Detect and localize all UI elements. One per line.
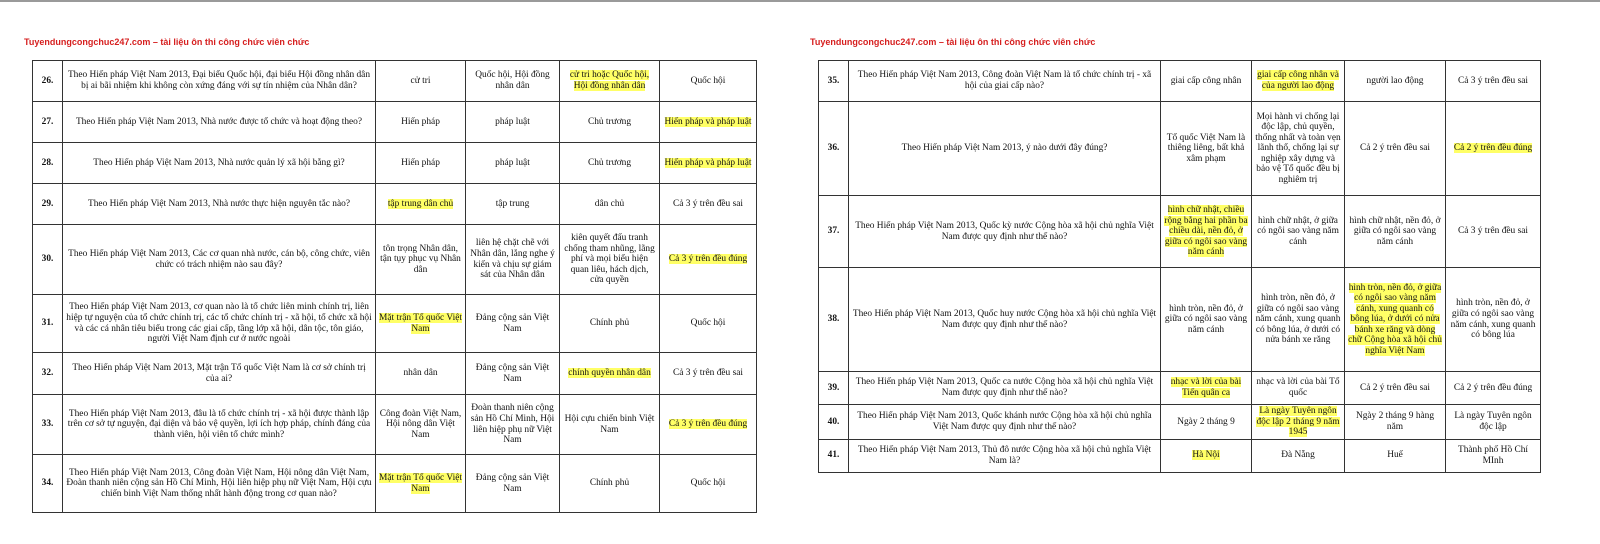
question-text-cell xyxy=(63,61,376,102)
question-text: Theo Hiến pháp Việt Nam 2013, Quốc khánh nước Cộng hòa xã hội chủ nghĩa Việt Nam được quy định như thế nào? xyxy=(857,411,1152,432)
option-d-cell xyxy=(660,61,757,102)
option-d-cell xyxy=(1446,102,1541,196)
question-text-cell xyxy=(849,268,1161,372)
question-number: 26. xyxy=(41,75,54,86)
question-number: 38. xyxy=(827,314,840,325)
option-c: Cả 2 ý trên đều sai xyxy=(1359,382,1431,393)
option-a: Tổ quốc Việt Nam là thiêng liêng, bất khả xâm phạm xyxy=(1166,132,1246,164)
option-c: người lao động xyxy=(1366,75,1424,86)
option-a: Hiến pháp xyxy=(401,116,440,127)
option-b-cell xyxy=(1252,196,1345,268)
question-text: Theo Hiến pháp Việt Nam 2013, Thủ đô nước Cộng hòa xã hội chủ nghĩa Việt Nam là? xyxy=(857,445,1152,466)
option-b-cell xyxy=(466,225,560,295)
question-row xyxy=(33,295,757,353)
option-d: Quốc hội xyxy=(690,478,726,489)
question-number: 29. xyxy=(41,198,54,209)
option-b: hình tròn, nền đỏ, ở giữa có ngôi sao vàng năm cánh, xung quanh có bông lúa, ở dưới có nửa bánh xe răng xyxy=(1255,293,1341,346)
question-row xyxy=(819,405,1541,440)
option-b-cell xyxy=(1252,268,1345,372)
option-c-cell xyxy=(560,395,660,455)
option-a: hình tròn, nền đỏ, ở giữa có ngôi sao vàng năm cánh xyxy=(1164,303,1248,335)
question-text: Theo Hiến pháp Việt Nam 2013, Đại biểu Quốc hội, đại biểu Hội đồng nhân dân bị ai bãi nhiệm khi không còn xứng đáng với sự tín nhiệm của Nhân dân? xyxy=(67,70,371,91)
option-d-cell xyxy=(1446,405,1541,440)
option-a: Mặt trận Tổ quốc Việt Nam xyxy=(379,472,462,494)
option-c-cell xyxy=(1345,439,1446,472)
option-a-cell xyxy=(1161,439,1252,472)
option-d: Cả 3 ý trên đều sai xyxy=(672,368,744,379)
option-b-cell xyxy=(1252,61,1345,102)
question-text: Theo Hiến pháp Việt Nam 2013, Quốc kỳ nước Cộng hòa xã hội chủ nghĩa Việt Nam được quy định như thế nào? xyxy=(855,220,1154,242)
question-text-cell xyxy=(63,102,376,143)
option-c: kiên quyết đấu tranh chống tham nhũng, lãng phí và mọi biểu hiện quan liêu, hách dịch, cửa quyền xyxy=(564,233,655,286)
question-number-cell xyxy=(819,268,849,372)
question-text: Theo Hiến pháp Việt Nam 2013, Nhà nước được tổ chức và hoạt động theo? xyxy=(75,116,363,127)
option-c: hình tròn, nền đỏ, ở giữa có ngôi sao vàng năm cánh, xung quanh có bông lúa, ở dưới có nửa bánh xe răng và dòng chữ Cộng hòa xã hội chủ nghĩa Việt Nam xyxy=(1348,282,1442,356)
option-d: Cả 3 ý trên đều sai xyxy=(1457,226,1529,237)
question-number-cell xyxy=(819,405,849,440)
option-d: Quốc hội xyxy=(690,318,726,329)
option-a-cell xyxy=(376,61,466,102)
question-number: 35. xyxy=(827,75,840,86)
option-d: Cả 3 ý trên đều đúng xyxy=(668,419,748,430)
option-c-cell xyxy=(1345,61,1446,102)
option-a: tập trung dân chủ xyxy=(387,198,454,209)
question-number-cell xyxy=(33,295,63,353)
question-number: 37. xyxy=(827,226,840,237)
option-b: hình chữ nhật, ở giữa có ngôi sao vàng năm cánh xyxy=(1257,215,1339,247)
option-d: Hiến pháp và pháp luật xyxy=(664,157,752,168)
question-text: Theo Hiến pháp Việt Nam 2013, Mặt trận Tổ quốc Việt Nam là cơ sở chính trị của ai? xyxy=(72,362,366,384)
option-c-cell xyxy=(1345,372,1446,405)
site-header: Tuyendungcongchuc247.com – tài liệu ôn thi công chức viên chức xyxy=(810,37,1096,47)
option-b-cell xyxy=(466,455,560,513)
option-c: dân chủ xyxy=(594,198,625,209)
option-b: Là ngày Tuyên ngôn độc lập 2 tháng 9 năm 1945 xyxy=(1256,406,1340,438)
option-a: hình chữ nhật, chiều rộng bằng hai phần ba chiều dài, nền đỏ, ở giữa có ngôi sao vàng năm cánh xyxy=(1164,205,1248,258)
option-b-cell xyxy=(466,395,560,455)
question-number-cell xyxy=(33,455,63,513)
option-c: Hội cựu chiến binh Việt Nam xyxy=(564,413,655,435)
option-d-cell xyxy=(660,295,757,353)
option-d-cell xyxy=(660,455,757,513)
question-text: Theo Hiến pháp Việt Nam 2013, Nhà nước quản lý xã hội bằng gì? xyxy=(93,157,345,168)
question-number-cell xyxy=(33,143,63,184)
question-text-cell xyxy=(63,225,376,295)
question-table-left xyxy=(32,60,757,513)
question-text-cell xyxy=(849,439,1161,472)
question-number: 40. xyxy=(827,416,840,427)
question-row xyxy=(33,61,757,102)
option-a: Hiến pháp xyxy=(401,157,440,168)
option-c: Cả 2 ý trên đều sai xyxy=(1359,143,1431,154)
option-b-cell xyxy=(466,184,560,225)
option-d: Cả 2 ý trên đều đúng xyxy=(1453,382,1533,393)
question-number: 41. xyxy=(827,450,840,461)
option-d-cell xyxy=(660,353,757,395)
option-b-cell xyxy=(1252,372,1345,405)
question-row xyxy=(33,353,757,395)
option-a-cell xyxy=(1161,405,1252,440)
question-number: 39. xyxy=(827,382,840,393)
question-text: Theo Hiến pháp Việt Nam 2013, Các cơ quan nhà nước, cán bộ, công chức, viên chức có trách nhiệm nào sau đây? xyxy=(68,248,370,270)
option-b-cell xyxy=(1252,439,1345,472)
option-c-cell xyxy=(560,353,660,395)
option-d-cell xyxy=(660,395,757,455)
option-b: Đoàn thanh niên cộng sản Hồ Chí Minh, Hội liên hiệp phụ nữ Việt Nam xyxy=(470,403,555,446)
question-text: Theo Hiến pháp Việt Nam 2013, Quốc ca nước Cộng hòa xã hội chủ nghĩa Việt Nam được quy định như thế nào? xyxy=(855,377,1154,398)
option-c-cell xyxy=(1345,268,1446,372)
option-b: Đảng cộng sản Việt Nam xyxy=(475,312,550,334)
question-row xyxy=(33,184,757,225)
question-text-cell xyxy=(63,143,376,184)
question-number: 28. xyxy=(41,157,54,168)
question-number: 36. xyxy=(827,143,840,154)
option-d: Là ngày Tuyên ngôn độc lập xyxy=(1454,411,1532,432)
option-a-cell xyxy=(376,225,466,295)
option-a-cell xyxy=(376,353,466,395)
option-c-cell xyxy=(560,61,660,102)
option-a-cell xyxy=(376,184,466,225)
question-text-cell xyxy=(63,455,376,513)
option-d-cell xyxy=(660,102,757,143)
option-d: Hiến pháp và pháp luật xyxy=(664,116,752,127)
option-d: Cả 3 ý trên đều sai xyxy=(1457,75,1529,86)
option-b-cell xyxy=(466,353,560,395)
question-text-cell xyxy=(849,372,1161,405)
question-number-cell xyxy=(33,61,63,102)
question-number-cell xyxy=(33,102,63,143)
question-row xyxy=(33,395,757,455)
option-b-cell xyxy=(466,61,560,102)
option-d: Cả 2 ý trên đều đúng xyxy=(1453,143,1533,154)
question-text-cell xyxy=(63,353,376,395)
question-text-cell xyxy=(849,102,1161,196)
question-number-cell xyxy=(819,372,849,405)
option-b: tập trung xyxy=(495,198,530,209)
question-number-cell xyxy=(819,61,849,102)
question-row xyxy=(819,439,1541,472)
option-c: cử tri hoặc Quốc hội, Hội đồng nhân dân xyxy=(569,70,650,91)
question-row xyxy=(33,455,757,513)
option-a: nhân dân xyxy=(403,368,438,379)
option-b-cell xyxy=(466,295,560,353)
question-number-cell xyxy=(819,439,849,472)
option-d-cell xyxy=(1446,268,1541,372)
option-a: Ngày 2 tháng 9 xyxy=(1177,416,1235,427)
question-text-cell xyxy=(63,295,376,353)
option-c: Ngày 2 tháng 9 hàng năm xyxy=(1355,411,1435,432)
option-c-cell xyxy=(560,102,660,143)
option-b-cell xyxy=(466,143,560,184)
option-a-cell xyxy=(376,143,466,184)
question-number-cell xyxy=(33,353,63,395)
option-c: Chính phủ xyxy=(589,318,630,329)
option-c: hình chữ nhật, nền đỏ, ở giữa có ngôi sao vàng năm cánh xyxy=(1349,215,1441,247)
question-row xyxy=(819,102,1541,196)
option-c-cell xyxy=(1345,196,1446,268)
option-a: tôn trọng Nhân dân, tận tụy phục vụ Nhân dân xyxy=(380,243,461,275)
option-b-cell xyxy=(1252,405,1345,440)
option-d: Thành phố Hồ Chí MInh xyxy=(1457,445,1529,466)
question-row xyxy=(819,61,1541,102)
option-b: Quốc hội, Hội đồng nhân dân xyxy=(475,70,550,91)
question-number-cell xyxy=(33,184,63,225)
option-a-cell xyxy=(1161,102,1252,196)
option-a-cell xyxy=(1161,61,1252,102)
option-a-cell xyxy=(376,102,466,143)
option-c-cell xyxy=(560,455,660,513)
question-number: 32. xyxy=(41,368,54,379)
option-b: liên hệ chặt chẽ với Nhân dân, lắng nghe ý kiến và chịu sự giám sát của Nhân dân xyxy=(470,238,555,281)
question-text-cell xyxy=(849,61,1161,102)
option-b: pháp luật xyxy=(495,157,530,168)
option-c-cell xyxy=(560,143,660,184)
question-text: Theo Hiến pháp Việt Nam 2013, Nhà nước thực hiện nguyên tắc nào? xyxy=(88,198,350,209)
option-c-cell xyxy=(1345,102,1446,196)
question-text: Theo Hiến pháp Việt Nam 2013, ý nào dưới đây đúng? xyxy=(901,143,1108,154)
option-a-cell xyxy=(376,395,466,455)
option-c: Huế xyxy=(1387,450,1403,461)
question-text: Theo Hiến pháp Việt Nam 2013, cơ quan nào là tổ chức liên minh chính trị, liên hiệp tự nguyện của tổ chức chính trị, các tổ chức chính trị - xã hội, tổ chức xã hội và các cá nhân tiêu biểu trong các giai cấp, tầng lớp xã hội, dân tộc, tôn giáo, người Việt Nam định cư ở nước ngoài xyxy=(66,302,372,345)
option-d-cell xyxy=(1446,372,1541,405)
option-b: Đảng cộng sản Việt Nam xyxy=(475,362,550,384)
option-c-cell xyxy=(560,225,660,295)
option-a: nhạc và lời của bài Tiến quân ca xyxy=(1170,377,1242,398)
question-row xyxy=(33,102,757,143)
option-a: cử tri xyxy=(410,75,431,86)
option-a-cell xyxy=(376,455,466,513)
option-a-cell xyxy=(1161,372,1252,405)
question-number-cell xyxy=(33,225,63,295)
option-d: Cả 3 ý trên đều đúng xyxy=(668,254,748,265)
question-number-cell xyxy=(33,395,63,455)
option-c-cell xyxy=(560,184,660,225)
option-b: pháp luật xyxy=(495,116,530,127)
question-text-cell xyxy=(63,395,376,455)
question-text-cell xyxy=(849,405,1161,440)
option-d-cell xyxy=(660,143,757,184)
question-row xyxy=(819,268,1541,372)
question-number: 33. xyxy=(41,419,54,430)
question-number: 31. xyxy=(41,318,54,329)
option-d-cell xyxy=(660,184,757,225)
question-row xyxy=(819,372,1541,405)
option-b: Đà Nẵng xyxy=(1281,450,1315,461)
question-row xyxy=(33,143,757,184)
option-a: giai cấp công nhân xyxy=(1170,75,1242,86)
option-d: hình tròn, nền đỏ, ở giữa có ngôi sao vàng năm cánh, xung quanh có bông lúa xyxy=(1450,298,1536,341)
option-c-cell xyxy=(560,295,660,353)
question-number: 30. xyxy=(41,254,54,265)
site-header: Tuyendungcongchuc247.com – tài liệu ôn thi công chức viên chức xyxy=(24,37,310,47)
option-b: Đảng cộng sản Việt Nam xyxy=(475,472,550,494)
question-text: Theo Hiến pháp Việt Nam 2013, Công đoàn Việt Nam, Hội nông dân Việt Nam, Đoàn thanh niên cộng sản Hồ Chí Minh, Hội liên hiệp phụ nữ Việt Nam, Hội cựu chiến binh Việt Nam thống nhất hành động trong cơ quan nào? xyxy=(66,467,372,499)
option-d: Quốc hội xyxy=(690,75,726,86)
option-b: Mọi hành vi chống lại độc lập, chủ quyền, thống nhất và toàn vẹn lãnh thổ, chống lại sự nghiệp xây dựng và bảo vệ Tổ quốc đều bị nghiêm trị xyxy=(1255,111,1341,185)
option-d-cell xyxy=(1446,196,1541,268)
question-table-right xyxy=(818,60,1541,473)
question-number-cell xyxy=(819,196,849,268)
option-c: Chủ trương xyxy=(587,116,632,127)
question-row xyxy=(819,196,1541,268)
option-c-cell xyxy=(1345,405,1446,440)
option-d: Cả 3 ý trên đều sai xyxy=(672,198,744,209)
top-border xyxy=(0,0,1600,2)
option-d-cell xyxy=(660,225,757,295)
question-number-cell xyxy=(819,102,849,196)
question-text-cell xyxy=(849,196,1161,268)
option-b-cell xyxy=(1252,102,1345,196)
question-text: Theo Hiến pháp Việt Nam 2013, Quốc huy nước Cộng hòa xã hội chủ nghĩa Việt Nam được quy định như thế nào? xyxy=(852,308,1157,330)
question-text-cell xyxy=(63,184,376,225)
question-text: Theo Hiến pháp Việt Nam 2013, Công đoàn Việt Nam là tổ chức chính trị - xã hội của giai cấp nào? xyxy=(857,70,1152,91)
option-b: giai cấp công nhân và của người lao động xyxy=(1257,70,1339,91)
question-number: 34. xyxy=(41,478,54,489)
option-a: Mặt trận Tổ quốc Việt Nam xyxy=(379,312,462,334)
option-a-cell xyxy=(1161,196,1252,268)
option-a-cell xyxy=(376,295,466,353)
option-b: nhạc và lời của bài Tổ quốc xyxy=(1256,377,1340,398)
option-a: Công đoàn Việt Nam, Hội nông dân Việt Nam xyxy=(379,408,462,440)
option-c: Chủ trương xyxy=(587,157,632,168)
option-c: chính quyền nhân dân xyxy=(568,368,651,379)
option-a-cell xyxy=(1161,268,1252,372)
question-number: 27. xyxy=(41,116,54,127)
option-d-cell xyxy=(1446,439,1541,472)
option-a: Hà Nội xyxy=(1192,450,1220,461)
option-d-cell xyxy=(1446,61,1541,102)
option-c: Chính phủ xyxy=(589,478,630,489)
option-b-cell xyxy=(466,102,560,143)
question-text: Theo Hiến pháp Việt Nam 2013, đâu là tổ chức chính trị - xã hội được thành lập trên cơ sở tự nguyện, đại diện và bảo vệ quyền, lợi ích hợp pháp, chính đáng của thành viên, hội viên tổ chức mình? xyxy=(67,408,371,440)
question-row xyxy=(33,225,757,295)
